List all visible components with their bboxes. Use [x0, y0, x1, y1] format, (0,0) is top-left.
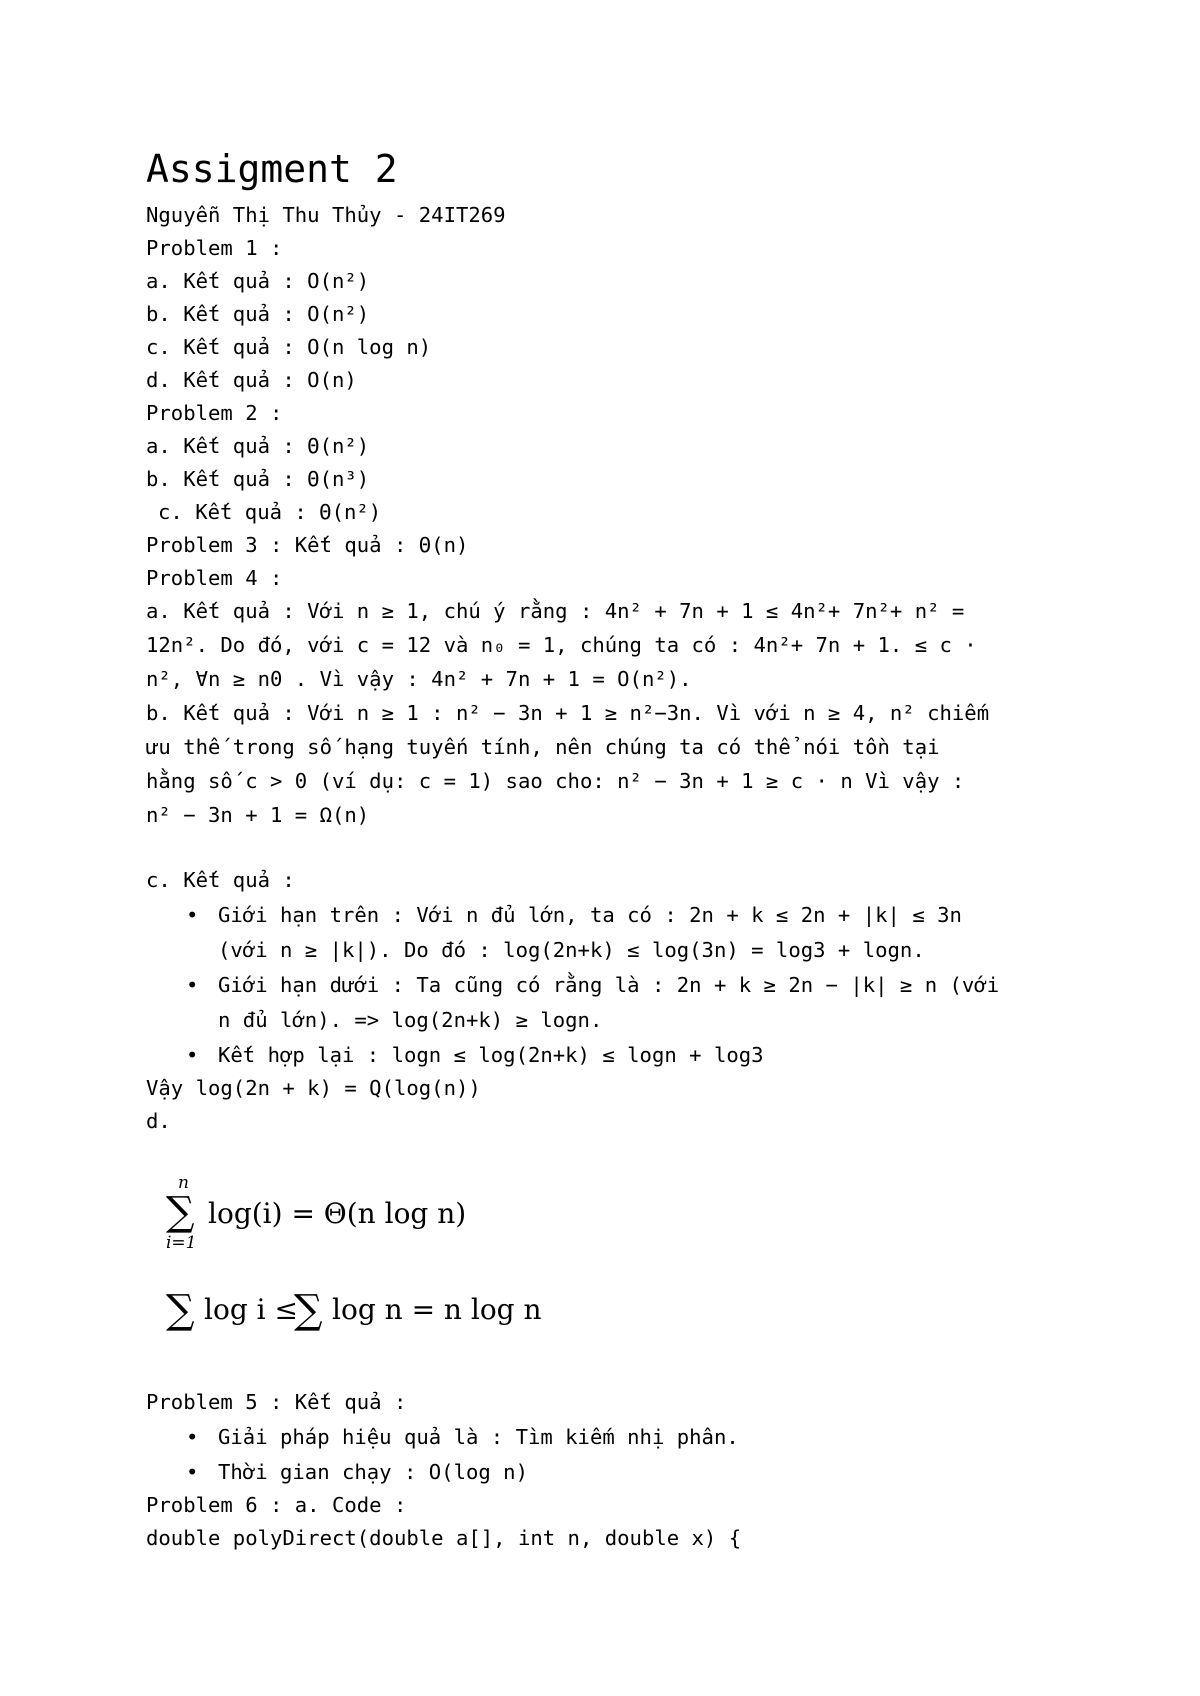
sigma-symbol: ∑ — [166, 1287, 195, 1333]
code-line: double polyDirect(double a[], int n, double x) { — [146, 1526, 742, 1550]
combined-bound-line: Kết hợp lại : logn ≤ log(2n+k) ≤ logn + log3 — [218, 1043, 764, 1067]
problem-4-b-line-1: b. Kết quả : Với n ≥ 1 : n² − 3n + 1 ≥ n²−3n. Vì với n ≥ 4, n² chiếm — [146, 701, 990, 725]
sigma-symbol: ∑ — [166, 1189, 195, 1235]
lower-bound-line-1: Giới hạn dưới : Ta cũng có rằng là : 2n + k ≥ 2n − |k| ≥ n (với — [218, 973, 1000, 997]
sum-upper-limit: n — [178, 1173, 189, 1193]
upper-bound-line-2: (với n ≥ |k|). Do đó : log(2n+k) ≤ log(3n) = log3 + logn. — [218, 938, 925, 962]
problem-1-b: b. Kết quả : O(n²) — [146, 302, 370, 326]
conclusion-line: Vậy log(2n + k) = Q(log(n)) — [146, 1076, 481, 1100]
problem-2-c: c. Kết quả : Θ(n²) — [158, 500, 382, 524]
problem-4-b-line-4: n² − 3n + 1 = Ω(n) — [146, 803, 370, 827]
bullet-marker: • — [186, 1460, 199, 1484]
problem-4-a-line-1: a. Kết quả : Với n ≥ 1, chú ý rằng : 4n² + 7n + 1 ≤ 4n²+ 7n²+ n² = — [146, 599, 965, 623]
problem-1-a: a. Kết quả : O(n²) — [146, 269, 370, 293]
problem-6-heading: Problem 6 : a. Code : — [146, 1493, 407, 1517]
problem-4-b-line-2: ưu thế trong số hạng tuyến tính, nên chúng ta có thể nói tồn tại — [146, 735, 940, 759]
bullet-marker: • — [186, 973, 199, 997]
problem-4-c-heading: c. Kết quả : — [146, 868, 295, 892]
problem-4-b-line-3: hằng số c > 0 (ví dụ: c = 1) sao cho: n² − 3n + 1 ≥ c · n Vì vậy : — [146, 769, 965, 793]
problem-5-solution: Giải pháp hiệu quả là : Tìm kiếm nhị phân. — [218, 1425, 739, 1449]
sigma-symbol: ∑ — [294, 1287, 323, 1333]
author-line: Nguyễn Thị Thu Thủy - 24IT269 — [146, 203, 506, 227]
bullet-marker: • — [186, 903, 199, 927]
problem-5-heading: Problem 5 : Kết quả : — [146, 1390, 407, 1414]
problem-5-runtime: Thời gian chạy : O(log n) — [218, 1460, 528, 1484]
problem-1-c: c. Kết quả : O(n log n) — [146, 335, 432, 359]
problem-1-d: d. Kết quả : O(n) — [146, 368, 357, 392]
inequality-part-b: log n = n log n — [332, 1293, 542, 1326]
document-title: Assigment 2 — [146, 147, 398, 191]
bullet-marker: • — [186, 1425, 199, 1449]
lower-bound-line-2: n đủ lớn). => log(2n+k) ≥ logn. — [218, 1008, 603, 1032]
summation-result: log(i) = Θ(n log n) — [208, 1197, 467, 1230]
problem-4-heading: Problem 4 : — [146, 566, 283, 590]
problem-4-a-line-2: 12n². Do đó, với c = 12 và n₀ = 1, chúng ta có : 4n²+ 7n + 1. ≤ c · — [146, 633, 977, 657]
problem-2-heading: Problem 2 : — [146, 401, 283, 425]
problem-4-d-heading: d. — [146, 1109, 171, 1133]
inequality-part-a: log i ≤ — [204, 1293, 298, 1326]
problem-2-b: b. Kết quả : Θ(n³) — [146, 467, 370, 491]
problem-3-line: Problem 3 : Kết quả : Θ(n) — [146, 533, 469, 557]
sum-lower-limit: i=1 — [166, 1233, 197, 1253]
problem-4-a-line-3: n², ∀n ≥ n0 . Vì vậy : 4n² + 7n + 1 = O(n²). — [146, 667, 692, 691]
upper-bound-line-1: Giới hạn trên : Với n đủ lớn, ta có : 2n + k ≤ 2n + |k| ≤ 3n — [218, 903, 962, 927]
problem-2-a: a. Kết quả : Θ(n²) — [146, 434, 370, 458]
problem-1-heading: Problem 1 : — [146, 236, 283, 260]
bullet-marker: • — [186, 1043, 199, 1067]
